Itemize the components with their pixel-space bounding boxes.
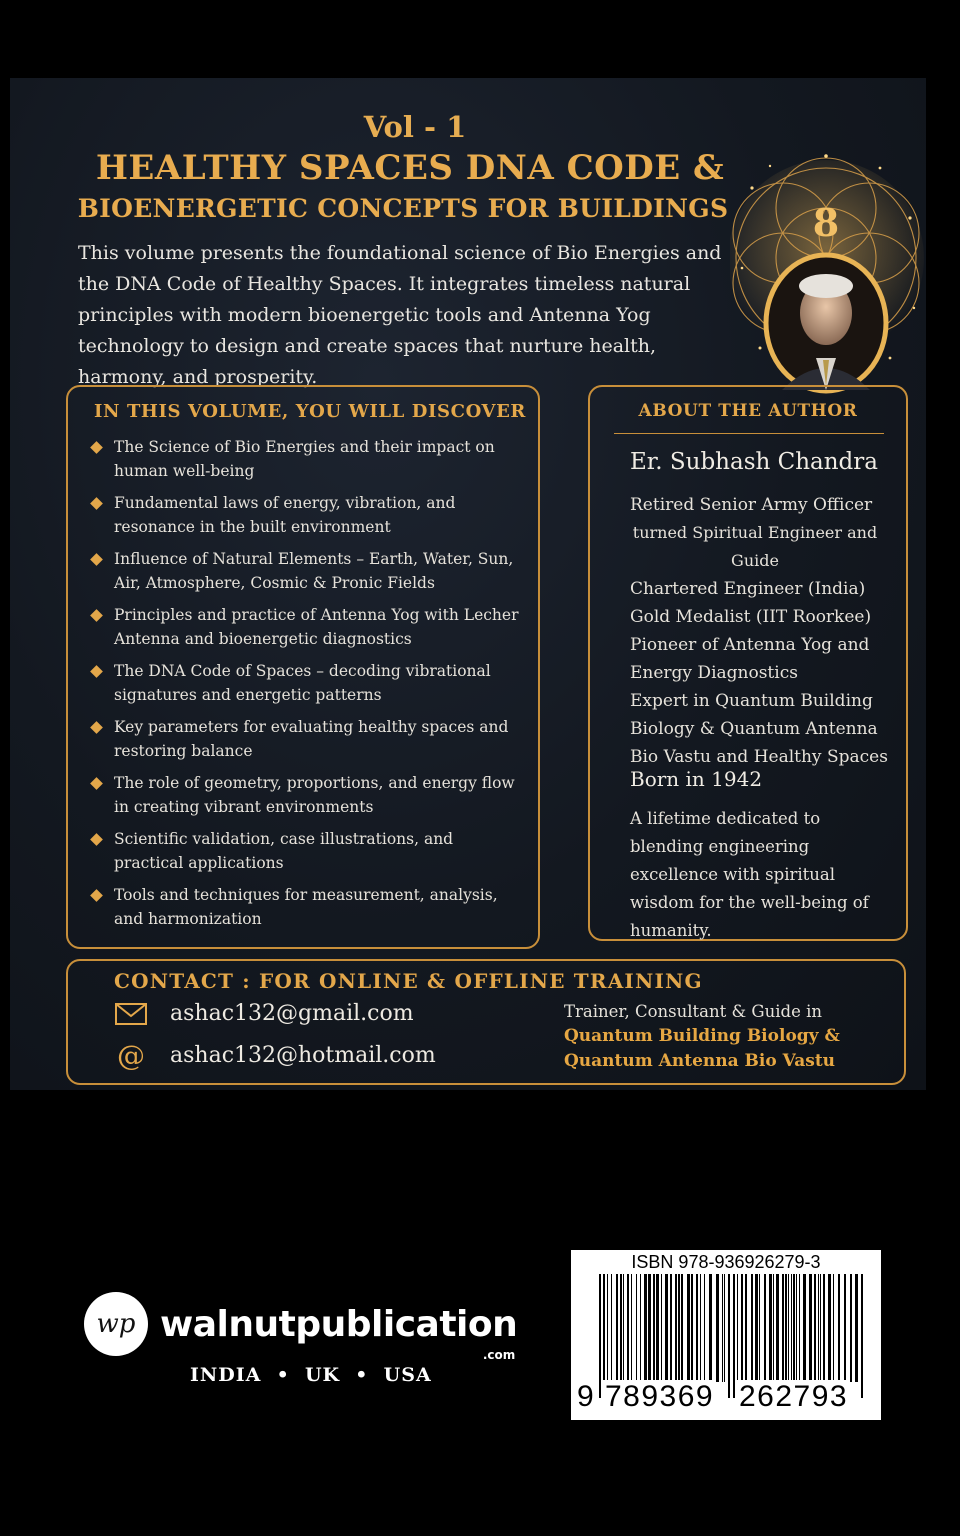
barcode-bar [675, 1274, 677, 1382]
author-credentials [610, 491, 900, 771]
barcode-bar [823, 1274, 825, 1382]
diamond-bullet-icon [90, 553, 103, 566]
barcode-bar [620, 1274, 622, 1382]
credential-line: Bio Vastu and Healthy Spaces [630, 747, 888, 767]
author-name: Er. Subhash Chandra [630, 449, 878, 475]
credential-line: turned Spiritual Engineer and Guide [632, 523, 878, 570]
barcode-bar [844, 1274, 846, 1382]
barcode-bar [607, 1274, 608, 1382]
barcode-bar [681, 1274, 683, 1382]
envelope-icon [114, 1003, 148, 1025]
list-item: Tools and techniques for measurement, analysis, and harmonization [92, 883, 522, 931]
list-item: Fundamental laws of energy, vibration, and resonance in the built environment [92, 491, 522, 539]
credential-line: Gold Medalist (IIT Roorkee) [630, 607, 872, 627]
barcode-bar [791, 1274, 792, 1382]
barcode-bar [769, 1274, 772, 1382]
email-link[interactable]: ashac132@gmail.com [170, 1001, 414, 1026]
isbn-text: ISBN 978-936926279-3 [631, 1252, 821, 1272]
barcode-bar [644, 1274, 647, 1382]
barcode-bar [773, 1274, 774, 1382]
barcode-bar [809, 1274, 812, 1382]
volume-label: Vol - 1 [363, 110, 467, 144]
author-panel [588, 385, 908, 941]
discover-panel [66, 385, 540, 949]
barcode-bar [855, 1274, 858, 1382]
credential-line: Retired Senior Army Officer [630, 495, 873, 515]
barcode-bar [640, 1274, 641, 1382]
barcode-bar [796, 1274, 797, 1382]
diamond-bullet-icon [90, 497, 103, 510]
barcode-bar [709, 1274, 712, 1382]
author-heading: ABOUT THE AUTHOR [638, 401, 858, 421]
contact-panel [66, 959, 906, 1085]
barcode-bar [687, 1274, 690, 1382]
list-item: Principles and practice of Antenna Yog with Lecher Antenna and bioenergetic diagnostics [92, 603, 522, 651]
barcode-bar [716, 1274, 719, 1382]
diamond-bullet-icon [90, 665, 103, 678]
trainer-line: Trainer, Consultant & Guide in [564, 1002, 822, 1021]
intro-paragraph: This volume presents the foundational science of Bio Energies and the DNA Code of Healthy Spaces. It integrates timeless natural principles with modern bioenergetic tools and Antenna Yog technology to design and create spaces that nurture health, harmony, and prosperity. [78, 242, 722, 388]
barcode-bar [661, 1274, 662, 1382]
barcode-digit-first: 9 [577, 1380, 594, 1413]
barcode-digits-left: 789369 [605, 1380, 715, 1413]
credential-line: Biology & Quantum Antenna [630, 719, 878, 739]
isbn-barcode [571, 1250, 881, 1420]
barcode-bar [788, 1274, 789, 1382]
barcode-bar [782, 1274, 784, 1382]
barcode-bar [785, 1274, 787, 1382]
barcode-bar [838, 1274, 840, 1382]
list-item: Key parameters for evaluating healthy spaces and restoring balance [92, 715, 522, 763]
barcode-digits-right: 262793 [739, 1380, 849, 1413]
barcode-bar [704, 1274, 705, 1382]
barcode-bar [700, 1274, 701, 1382]
barcode-bar [814, 1274, 816, 1382]
discover-list [92, 435, 522, 939]
barcode-bar [799, 1274, 800, 1382]
barcode-bar [691, 1274, 693, 1382]
barcode-bar [803, 1274, 806, 1382]
barcode-bar [759, 1274, 760, 1382]
barcode-bar [776, 1274, 779, 1382]
barcode-bar [745, 1274, 747, 1382]
barcode-bar [741, 1274, 743, 1382]
emblem-digit: 8 [812, 200, 840, 245]
barcode-bar [755, 1274, 758, 1382]
sacred-geometry-icon [730, 108, 926, 408]
author-born: Born in 1942 [630, 767, 763, 791]
barcode-bar [764, 1274, 766, 1382]
barcode-bar [820, 1274, 821, 1382]
barcode-bar [627, 1274, 629, 1382]
email-link[interactable]: ashac132@hotmail.com [170, 1043, 436, 1068]
diamond-bullet-icon [90, 777, 103, 790]
diamond-bullet-icon [90, 833, 103, 846]
barcode-bar [631, 1274, 632, 1382]
barcode-bar [850, 1274, 852, 1382]
diamond-bullet-icon [90, 889, 103, 902]
barcode-bar [623, 1274, 624, 1382]
back-cover [10, 78, 926, 1090]
barcode-bar [611, 1274, 612, 1382]
barcode-bar [696, 1274, 698, 1382]
list-item: The role of geometry, proportions, and energy flow in creating vibrant environments [92, 771, 522, 819]
diamond-bullet-icon [90, 721, 103, 734]
barcode-bar [818, 1274, 819, 1382]
book-title-line1: HEALTHY SPACES DNA CODE & [95, 148, 725, 188]
list-item: Influence of Natural Elements – Earth, Water, Sun, Air, Atmosphere, Cosmic & Pronic Fields [92, 547, 522, 595]
publisher-logo [84, 1292, 518, 1362]
book-title-line2: BIOENERGETIC CONCEPTS FOR BUILDINGS [77, 194, 729, 223]
barcode-bar [722, 1274, 723, 1382]
diamond-bullet-icon [90, 609, 103, 622]
trainer-highlight: Quantum Building Biology & [564, 1026, 840, 1046]
author-emblem [730, 108, 926, 408]
publisher-name: walnutpublication [160, 1303, 518, 1345]
credential-line: Expert in Quantum Building [630, 691, 873, 711]
contact-heading: CONTACT : FOR ONLINE & OFFLINE TRAINING [114, 969, 703, 993]
trainer-highlight: Quantum Antenna Bio Vastu [564, 1051, 836, 1071]
barcode-bar [678, 1274, 680, 1382]
credential-line: Chartered Engineer (India) [630, 579, 866, 599]
barcode-bar [833, 1274, 834, 1382]
at-sign-icon: @ [117, 1039, 145, 1072]
barcode-bar [636, 1274, 637, 1382]
credential-line: Energy Diagnostics [630, 663, 798, 683]
contact-email-row [114, 1001, 414, 1026]
contact-email-row [114, 1039, 436, 1072]
list-item: Scientific validation, case illustrations, and practical applications [92, 827, 522, 875]
barcode-bar [724, 1274, 725, 1382]
barcode-bar [751, 1274, 753, 1382]
list-item: The DNA Code of Spaces – decoding vibrational signatures and energetic patterns [92, 659, 522, 707]
publisher-domain: .com [482, 1347, 516, 1362]
barcode-bar [737, 1274, 738, 1382]
discover-heading: IN THIS VOLUME, YOU WILL DISCOVER [94, 401, 526, 422]
barcode-bar [670, 1274, 672, 1382]
trainer-note [564, 999, 840, 1074]
diamond-bullet-icon [90, 441, 103, 454]
author-lifetime: A lifetime dedicated to blending engineering excellence with spiritual wisdom for the well-being of humanity. [630, 809, 869, 940]
barcode-bar [616, 1274, 618, 1382]
barcode-bar [793, 1274, 795, 1382]
barcode-bar [828, 1274, 831, 1382]
divider [614, 433, 884, 434]
barcode-bar [656, 1274, 659, 1382]
barcode-bar [653, 1274, 655, 1382]
credential-line: Pioneer of Antenna Yog and [630, 635, 870, 655]
list-item: The Science of Bio Energies and their impact on human well-being [92, 435, 522, 483]
publisher-regions: INDIA • UK • USA [190, 1364, 432, 1386]
walnut-logo-icon: wp [84, 1292, 148, 1356]
barcode-digits [571, 1380, 881, 1418]
barcode-bar [648, 1274, 651, 1382]
barcode-bar [665, 1274, 668, 1382]
